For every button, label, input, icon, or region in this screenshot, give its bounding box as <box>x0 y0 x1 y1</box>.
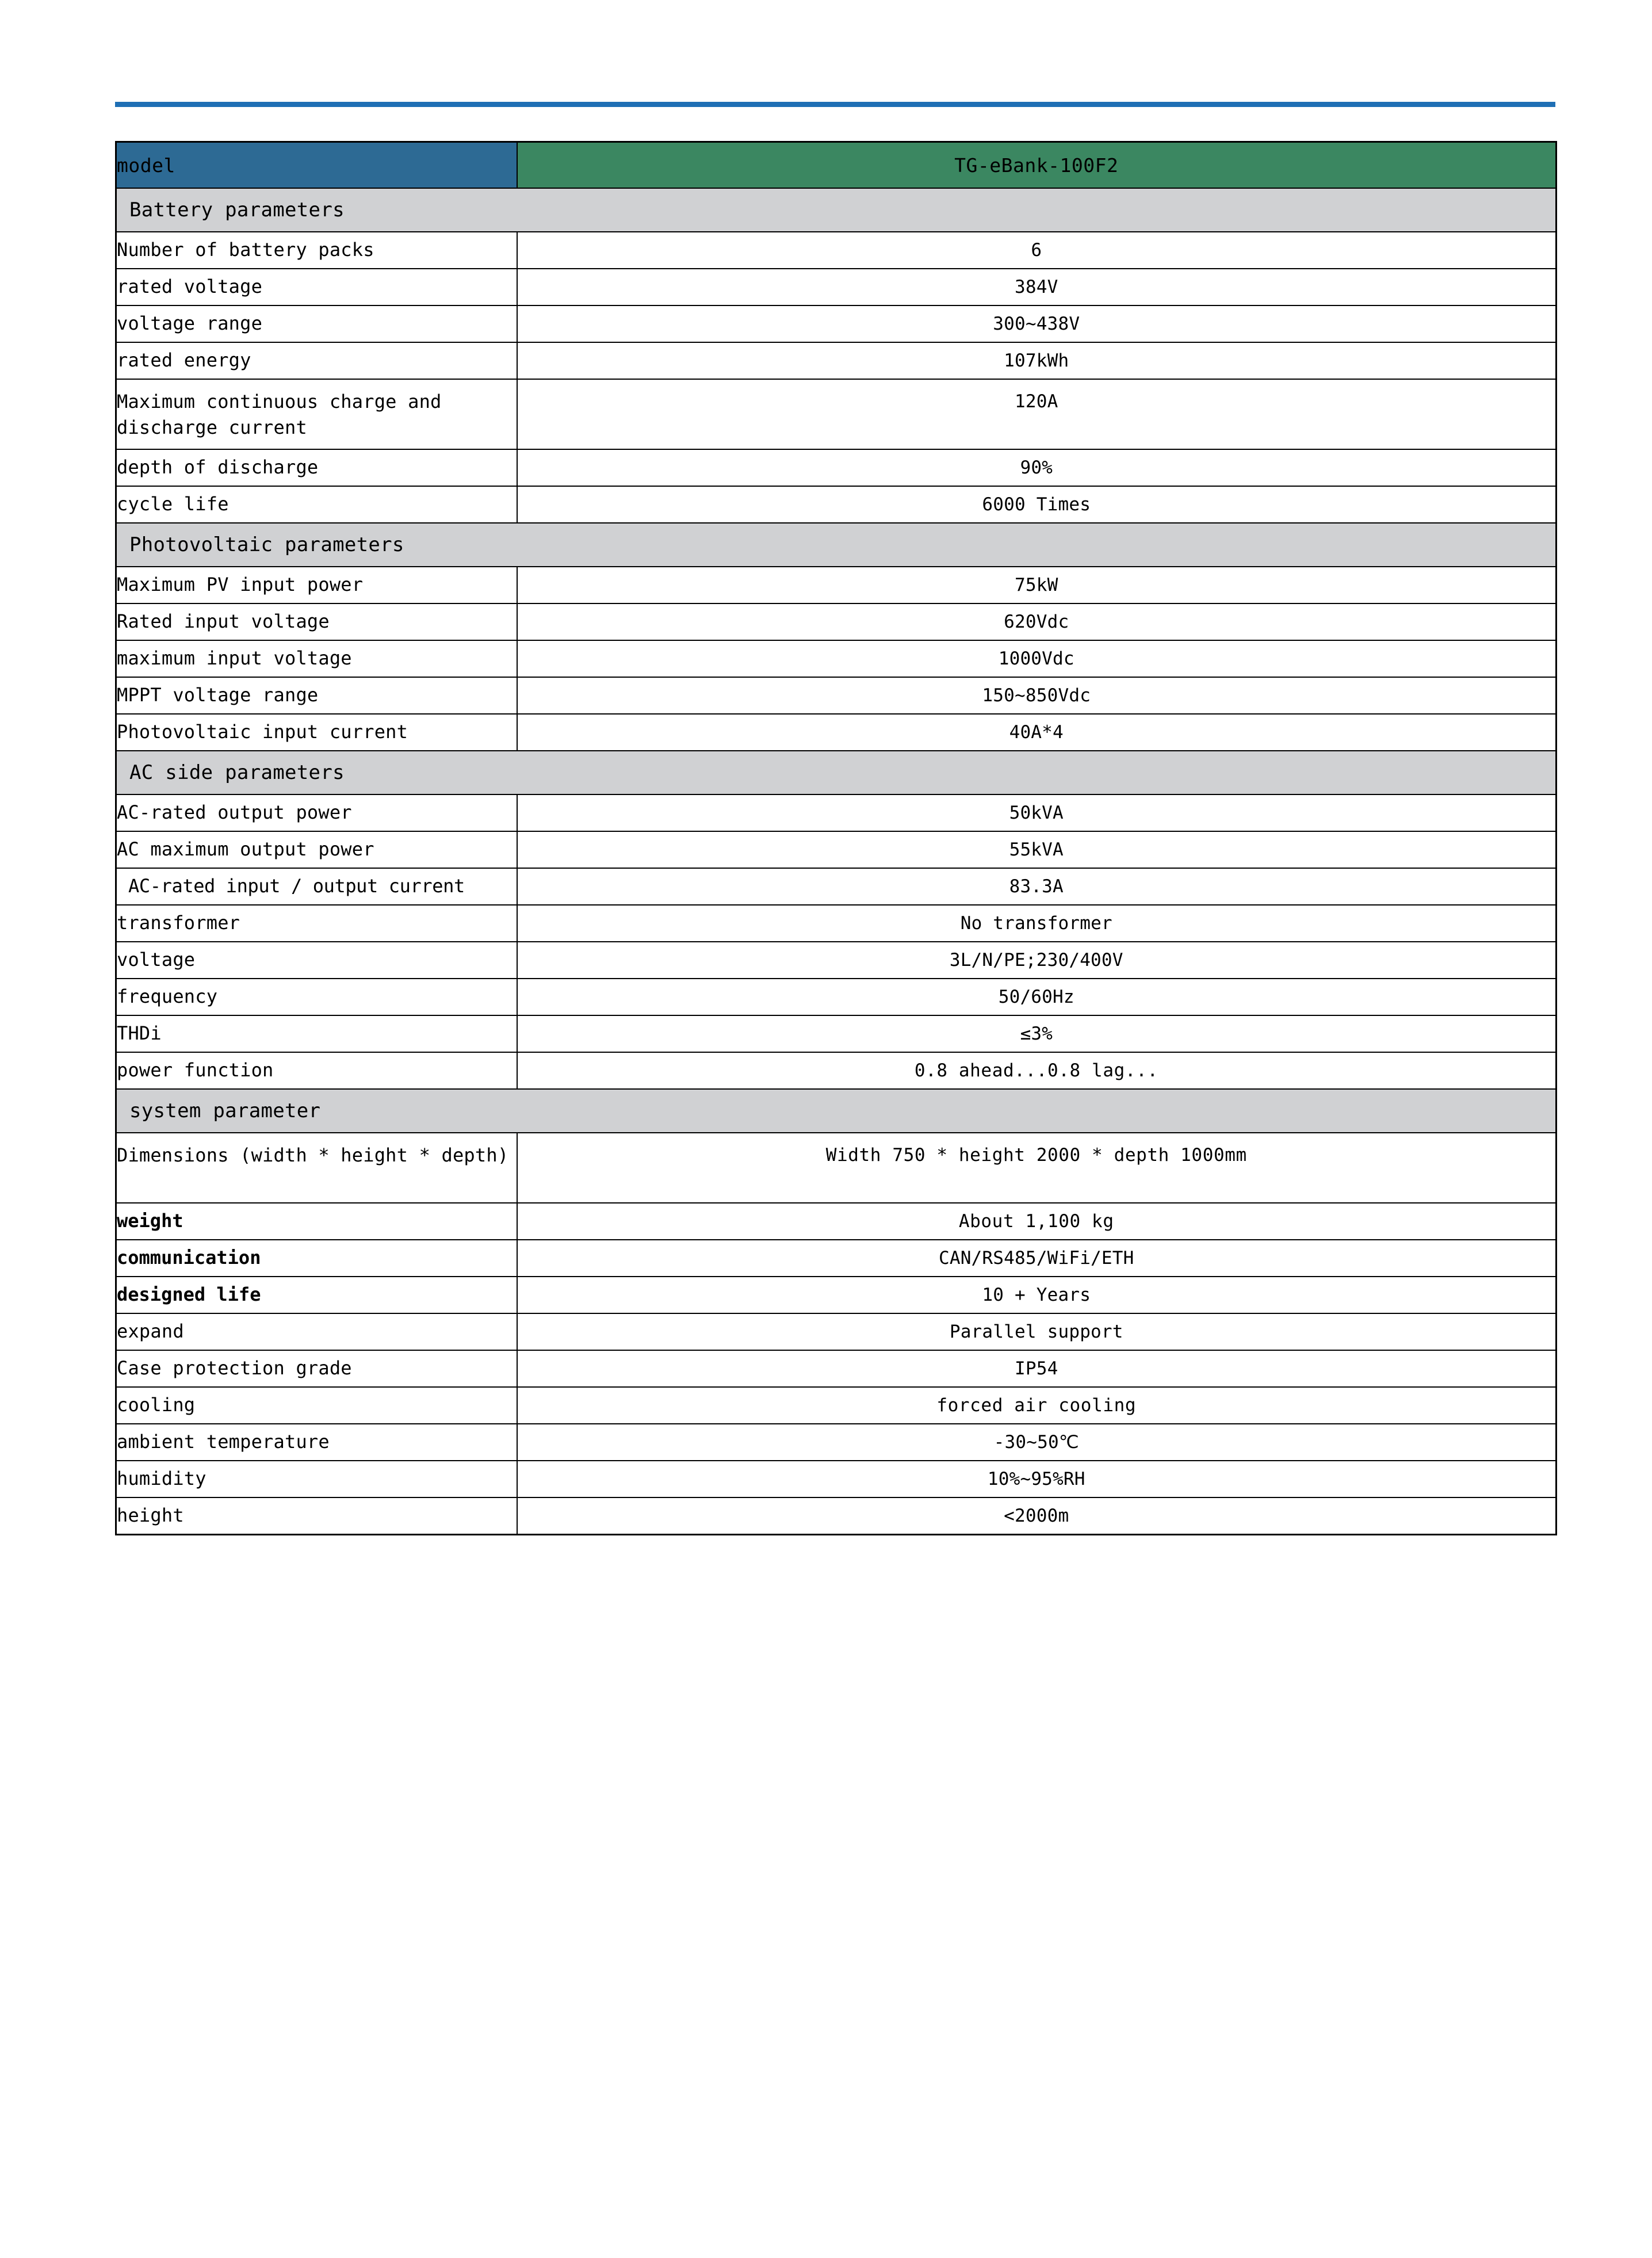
row-label: depth of discharge <box>116 449 517 486</box>
table-row <box>116 905 1557 942</box>
row-value: ≤3% <box>517 1015 1557 1052</box>
row-value: CAN/RS485/WiFi/ETH <box>517 1240 1557 1277</box>
row-label: communication <box>116 1240 517 1277</box>
table-row <box>116 1461 1557 1497</box>
table-row <box>116 942 1557 979</box>
table-row <box>116 567 1557 603</box>
row-label: MPPT voltage range <box>116 677 517 714</box>
row-value: Width 750 * height 2000 * depth 1000mm <box>517 1133 1557 1203</box>
row-value: 150~850Vdc <box>517 677 1557 714</box>
table-row <box>116 305 1557 342</box>
table-row <box>116 794 1557 831</box>
table-row <box>116 603 1557 640</box>
table-row <box>116 1015 1557 1052</box>
row-label: transformer <box>116 905 517 942</box>
row-value: 75kW <box>517 567 1557 603</box>
row-value: 120A <box>517 379 1557 449</box>
table-row <box>116 1387 1557 1424</box>
row-value: <2000m <box>517 1497 1557 1535</box>
row-label: rated energy <box>116 342 517 379</box>
row-value: forced air cooling <box>517 1387 1557 1424</box>
row-value: 0.8 ahead...0.8 lag... <box>517 1052 1557 1089</box>
table-row <box>116 1203 1557 1240</box>
row-label: Dimensions (width * height * depth) <box>116 1133 517 1203</box>
section-header-row <box>116 751 1557 794</box>
row-value: 83.3A <box>517 868 1557 905</box>
row-label: maximum input voltage <box>116 640 517 677</box>
row-label: AC-rated input / output current <box>116 868 517 905</box>
table-row <box>116 1350 1557 1387</box>
table-row <box>116 831 1557 868</box>
table-row <box>116 269 1557 305</box>
row-label: Maximum continuous charge and discharge current <box>116 379 517 449</box>
row-label: AC maximum output power <box>116 831 517 868</box>
row-value: 1000Vdc <box>517 640 1557 677</box>
row-value: No transformer <box>517 905 1557 942</box>
table-row <box>116 1497 1557 1535</box>
table-row <box>116 640 1557 677</box>
row-label: voltage <box>116 942 517 979</box>
row-label: weight <box>116 1203 517 1240</box>
row-value: 90% <box>517 449 1557 486</box>
row-value: 384V <box>517 269 1557 305</box>
row-label: designed life <box>116 1277 517 1313</box>
row-label: cycle life <box>116 486 517 523</box>
table-row <box>116 979 1557 1015</box>
row-label: Photovoltaic input current <box>116 714 517 751</box>
row-value: 3L/N/PE;230/400V <box>517 942 1557 979</box>
row-label: ambient temperature <box>116 1424 517 1461</box>
accent-rule <box>115 102 1555 107</box>
table-row <box>116 342 1557 379</box>
row-label: Number of battery packs <box>116 232 517 269</box>
table-row <box>116 1424 1557 1461</box>
table-row <box>116 1313 1557 1350</box>
row-value: 50/60Hz <box>517 979 1557 1015</box>
row-label: voltage range <box>116 305 517 342</box>
header-model-name-cell: TG-eBank-100F2 <box>517 142 1557 189</box>
section-title: system parameter <box>116 1089 1557 1133</box>
row-label: expand <box>116 1313 517 1350</box>
row-value: -30~50℃ <box>517 1424 1557 1461</box>
row-label: Maximum PV input power <box>116 567 517 603</box>
row-label: AC-rated output power <box>116 794 517 831</box>
table-row <box>116 1133 1557 1203</box>
row-label: humidity <box>116 1461 517 1497</box>
row-value: 300~438V <box>517 305 1557 342</box>
table-row <box>116 1277 1557 1313</box>
table-row <box>116 486 1557 523</box>
table-row <box>116 714 1557 751</box>
row-value: 40A*4 <box>517 714 1557 751</box>
table-row <box>116 1240 1557 1277</box>
row-label: Case protection grade <box>116 1350 517 1387</box>
row-value: 6 <box>517 232 1557 269</box>
row-value: 10%~95%RH <box>517 1461 1557 1497</box>
row-value: 50kVA <box>517 794 1557 831</box>
row-label: THDi <box>116 1015 517 1052</box>
row-value: 10 + Years <box>517 1277 1557 1313</box>
row-label: frequency <box>116 979 517 1015</box>
table-row <box>116 232 1557 269</box>
specification-table-container <box>115 141 1555 1535</box>
row-label: Rated input voltage <box>116 603 517 640</box>
row-label: power function <box>116 1052 517 1089</box>
row-label: height <box>116 1497 517 1535</box>
row-value: About 1,100 kg <box>517 1203 1557 1240</box>
section-header-row <box>116 188 1557 232</box>
row-value: IP54 <box>517 1350 1557 1387</box>
row-value: 620Vdc <box>517 603 1557 640</box>
table-header-row <box>116 142 1557 189</box>
row-value: 107kWh <box>517 342 1557 379</box>
section-header-row <box>116 1089 1557 1133</box>
section-title: AC side parameters <box>116 751 1557 794</box>
table-row <box>116 379 1557 449</box>
table-row <box>116 677 1557 714</box>
row-value: Parallel support <box>517 1313 1557 1350</box>
section-title: Photovoltaic parameters <box>116 523 1557 567</box>
section-header-row <box>116 523 1557 567</box>
row-value: 55kVA <box>517 831 1557 868</box>
table-row <box>116 868 1557 905</box>
row-label: cooling <box>116 1387 517 1424</box>
table-row <box>116 1052 1557 1089</box>
specification-table <box>115 141 1557 1535</box>
header-model-cell: model <box>116 142 517 189</box>
row-value: 6000 Times <box>517 486 1557 523</box>
row-label: rated voltage <box>116 269 517 305</box>
section-title: Battery parameters <box>116 188 1557 232</box>
table-row <box>116 449 1557 486</box>
